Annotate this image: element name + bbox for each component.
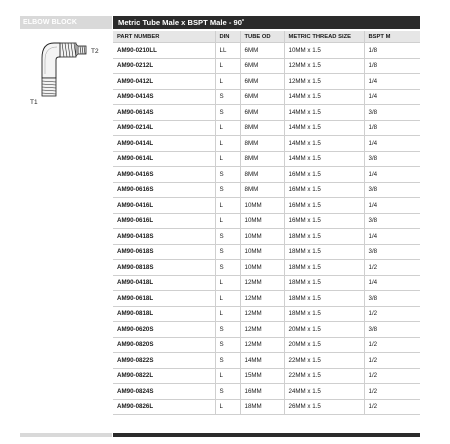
cell-din: L [215,275,240,291]
cell-part-number: AM90-0210LL [113,43,215,59]
table-row [113,74,420,90]
cell-bspt: 3/8 [364,151,420,167]
cell-thread-size: 14MM x 1.5 [284,105,364,121]
table-row [113,120,420,136]
cell-part-number: AM90-0824S [113,384,215,400]
cell-bspt: 3/8 [364,182,420,198]
cell-part-number: AM90-0818L [113,306,215,322]
table-row [113,337,420,353]
cell-din: S [215,167,240,183]
col-din: DIN [215,31,240,43]
table-row [113,167,420,183]
col-tube-od: TUBE OD [240,31,284,43]
table-row [113,291,420,307]
cell-thread-size: 18MM x 1.5 [284,306,364,322]
cell-din: L [215,151,240,167]
t1-thread [42,78,56,96]
table-row [113,384,420,400]
cell-tube-od: 15MM [240,368,284,384]
cell-bspt: 1/4 [364,74,420,90]
table-row [113,136,420,152]
cell-thread-size: 18MM x 1.5 [284,260,364,276]
cell-thread-size: 14MM x 1.5 [284,89,364,105]
col-bspt: BSPT M [364,31,420,43]
table-row [113,275,420,291]
footer-bar-right [113,433,420,437]
table-row [113,353,420,369]
cell-tube-od: 8MM [240,167,284,183]
table-row [113,43,420,59]
cell-part-number: AM90-0614S [113,105,215,121]
cell-part-number: AM90-0418L [113,275,215,291]
cell-din: S [215,353,240,369]
cell-din: S [215,105,240,121]
cell-part-number: AM90-0620S [113,322,215,338]
cell-thread-size: 16MM x 1.5 [284,167,364,183]
cell-part-number: AM90-0614L [113,151,215,167]
cell-part-number: AM90-0616L [113,213,215,229]
cell-part-number: AM90-0822S [113,353,215,369]
cell-tube-od: 12MM [240,291,284,307]
cell-din: L [215,368,240,384]
section-label-text: ELBOW BLOCK [23,19,77,26]
cell-thread-size: 20MM x 1.5 [284,337,364,353]
col-thread-size: METRIC THREAD SIZE [284,31,364,43]
cell-bspt: 1/4 [364,167,420,183]
section-label [20,16,112,29]
cell-din: LL [215,43,240,59]
table-row [113,213,420,229]
cell-bspt: 3/8 [364,213,420,229]
cell-tube-od: 6MM [240,74,284,90]
table-row [113,89,420,105]
cell-part-number: AM90-0214L [113,120,215,136]
cell-tube-od: 18MM [240,399,284,415]
cell-part-number: AM90-0414S [113,89,215,105]
cell-tube-od: 6MM [240,89,284,105]
cell-bspt: 1/2 [364,306,420,322]
cell-bspt: 1/4 [364,89,420,105]
table-row [113,229,420,245]
cell-part-number: AM90-0212L [113,58,215,74]
cell-thread-size: 18MM x 1.5 [284,244,364,260]
cell-part-number: AM90-0416S [113,167,215,183]
cell-tube-od: 10MM [240,213,284,229]
cell-din: S [215,337,240,353]
cell-bspt: 1/4 [364,136,420,152]
cell-part-number: AM90-0822L [113,368,215,384]
elbow-fitting-diagram [20,30,112,110]
cell-din: S [215,260,240,276]
table-row [113,322,420,338]
cell-part-number: AM90-0618L [113,291,215,307]
table-row [113,105,420,121]
table-title: Metric Tube Male x BSPT Male - 90˚ [113,16,420,29]
cell-tube-od: 12MM [240,322,284,338]
cell-thread-size: 14MM x 1.5 [284,151,364,167]
cell-din: S [215,182,240,198]
cell-bspt: 1/4 [364,198,420,214]
cell-tube-od: 8MM [240,136,284,152]
spec-table [113,31,420,415]
cell-thread-size: 10MM x 1.5 [284,43,364,59]
cell-din: L [215,306,240,322]
cell-tube-od: 6MM [240,105,284,121]
cell-part-number: AM90-0818S [113,260,215,276]
label-t2: T2 [91,48,99,55]
cell-din: S [215,229,240,245]
cell-tube-od: 12MM [240,306,284,322]
cell-thread-size: 16MM x 1.5 [284,213,364,229]
cell-bspt: 1/2 [364,384,420,400]
cell-bspt: 1/2 [364,260,420,276]
cell-tube-od: 6MM [240,58,284,74]
cell-tube-od: 10MM [240,260,284,276]
cell-tube-od: 10MM [240,198,284,214]
footer-bar-left [20,433,112,437]
cell-din: L [215,291,240,307]
table-row [113,198,420,214]
cell-din: S [215,89,240,105]
cell-thread-size: 22MM x 1.5 [284,353,364,369]
cell-bspt: 1/8 [364,120,420,136]
cell-bspt: 3/8 [364,244,420,260]
cell-part-number: AM90-0820S [113,337,215,353]
cell-part-number: AM90-0418S [113,229,215,245]
cell-din: L [215,58,240,74]
table-row [113,182,420,198]
cell-bspt: 1/2 [364,368,420,384]
table-row [113,244,420,260]
cell-din: L [215,213,240,229]
cell-part-number: AM90-0618S [113,244,215,260]
cell-bspt: 3/8 [364,322,420,338]
t2-thread [58,43,86,57]
col-part-number: PART NUMBER [113,31,215,43]
cell-bspt: 1/8 [364,58,420,74]
cell-part-number: AM90-0416L [113,198,215,214]
cell-bspt: 1/4 [364,275,420,291]
cell-din: L [215,120,240,136]
cell-tube-od: 12MM [240,337,284,353]
cell-thread-size: 24MM x 1.5 [284,384,364,400]
cell-thread-size: 14MM x 1.5 [284,136,364,152]
cell-thread-size: 18MM x 1.5 [284,275,364,291]
cell-bspt: 3/8 [364,291,420,307]
cell-part-number: AM90-0826L [113,399,215,415]
cell-din: S [215,244,240,260]
cell-din: L [215,198,240,214]
cell-tube-od: 10MM [240,229,284,245]
table-row [113,399,420,415]
cell-thread-size: 18MM x 1.5 [284,291,364,307]
cell-bspt: 1/4 [364,229,420,245]
table-row [113,260,420,276]
cell-part-number: AM90-0414L [113,136,215,152]
cell-bspt: 1/2 [364,353,420,369]
cell-tube-od: 6MM [240,43,284,59]
cell-thread-size: 22MM x 1.5 [284,368,364,384]
cell-part-number: AM90-0616S [113,182,215,198]
cell-thread-size: 14MM x 1.5 [284,120,364,136]
cell-tube-od: 8MM [240,151,284,167]
table-row [113,151,420,167]
cell-tube-od: 12MM [240,275,284,291]
cell-thread-size: 12MM x 1.5 [284,58,364,74]
cell-bspt: 1/8 [364,43,420,59]
table-header-row [113,31,420,43]
cell-din: L [215,399,240,415]
cell-din: L [215,74,240,90]
label-t1: T1 [30,99,38,106]
cell-thread-size: 26MM x 1.5 [284,399,364,415]
table-row [113,58,420,74]
cell-tube-od: 8MM [240,182,284,198]
cell-thread-size: 12MM x 1.5 [284,74,364,90]
cell-din: S [215,384,240,400]
cell-tube-od: 16MM [240,384,284,400]
table-row [113,306,420,322]
cell-tube-od: 14MM [240,353,284,369]
cell-din: L [215,136,240,152]
cell-din: S [215,322,240,338]
cell-tube-od: 10MM [240,244,284,260]
cell-thread-size: 16MM x 1.5 [284,198,364,214]
cell-thread-size: 18MM x 1.5 [284,229,364,245]
cell-thread-size: 16MM x 1.5 [284,182,364,198]
cell-part-number: AM90-0412L [113,74,215,90]
cell-tube-od: 8MM [240,120,284,136]
cell-thread-size: 20MM x 1.5 [284,322,364,338]
cell-bspt: 1/2 [364,337,420,353]
cell-bspt: 3/8 [364,105,420,121]
table-row [113,368,420,384]
cell-bspt: 1/2 [364,399,420,415]
